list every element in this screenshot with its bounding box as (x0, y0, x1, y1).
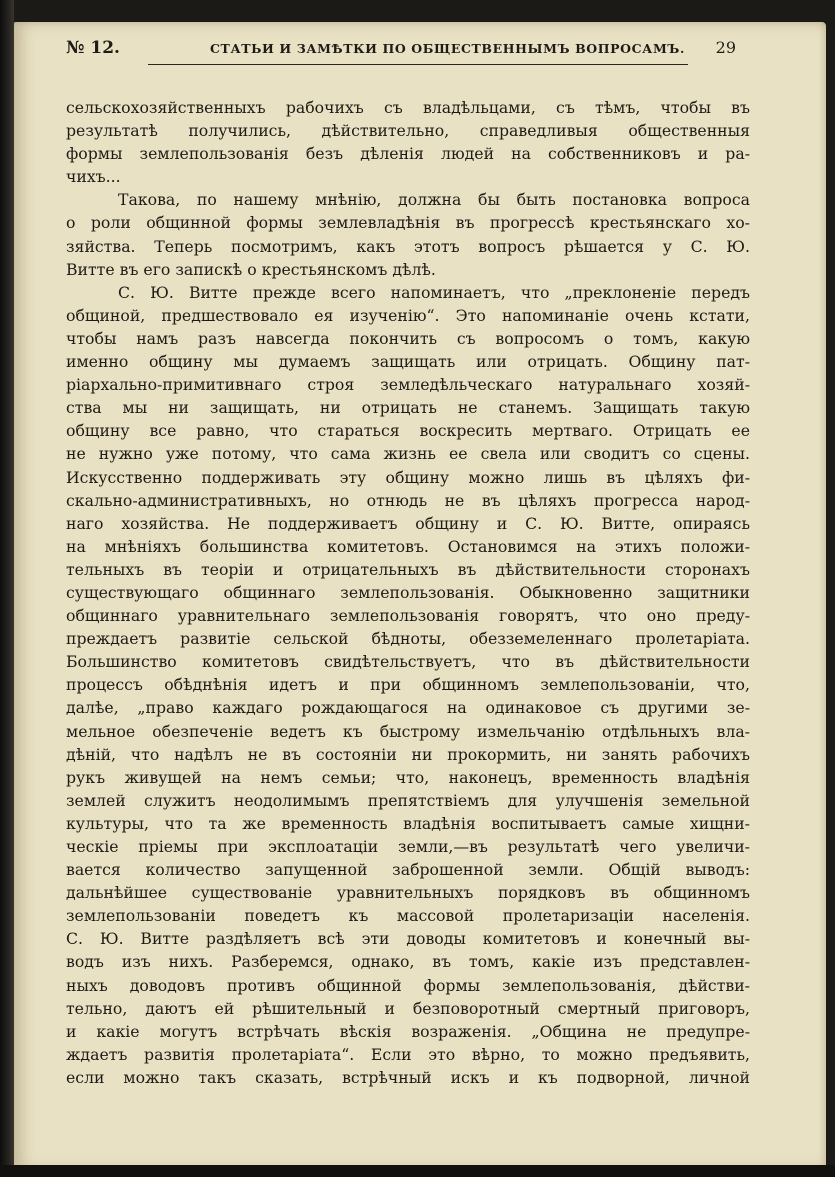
text-line: Искусственно поддерживать эту общину можно лишь въ цѣляхъ фи- (66, 467, 750, 487)
text-line: формы землепользованія безъ дѣленія людей на собственниковъ и ра- (66, 144, 750, 164)
text-line: ныхъ доводовъ противъ общинной формы землепользованія, дѣйстви- (66, 975, 750, 995)
text-line: рукъ живущей на немъ семьи; что, наконецъ, временность владѣнія (66, 767, 750, 787)
text-line: тельныхъ въ теоріи и отрицательныхъ въ дѣйствительности сторонахъ (66, 559, 750, 579)
text-line: процессъ обѣднѣнія идетъ и при общинномъ землепользованіи, что, (66, 675, 750, 695)
text-line: зяйства. Теперь посмотримъ, какъ этотъ вопросъ рѣшается у С. Ю. (66, 236, 750, 256)
text-line: водъ изъ нихъ. Разберемся, однако, въ томъ, какіе изъ представлен- (66, 952, 750, 972)
text-line: чихъ... (66, 167, 121, 187)
text-line: о роли общинной формы землевладѣнія въ прогрессѣ крестьянскаго хо- (66, 213, 750, 233)
page-number: 29 (715, 38, 736, 57)
text-line: сельскохозяйственныхъ рабочихъ съ владѣльцами, съ тѣмъ, чтобы въ (66, 98, 750, 117)
text-line: на мнѣніяхъ большинства комитетовъ. Остановимся на этихъ положи- (66, 536, 750, 556)
text-line: именно общину мы думаемъ защищать или отрицать. Общину пат- (66, 352, 750, 372)
issue-number: № 12. (66, 38, 120, 58)
text-line: тельно, даютъ ей рѣшительный и безповоротный смертный приговоръ, (66, 998, 750, 1018)
paragraph-start-line: Такова, по нашему мнѣнію, должна бы быть постановка вопроса (118, 190, 750, 210)
text-line: общиной, предшествовало ея изученію“. Это напоминаніе очень кстати, (66, 305, 750, 325)
text-line: если можно такъ сказать, встрѣчный искъ и къ подворной, личной (66, 1067, 750, 1087)
text-line: общину все равно, что стараться воскресить мертваго. Отрицать ее (66, 421, 750, 441)
text-line: ждаетъ развитія пролетаріата“. Если это вѣрно, то можно предъявить, (66, 1044, 750, 1064)
text-line: вается количество запущенной заброшенной земли. Общій выводъ: (66, 860, 750, 880)
page-bottom-edge (0, 1165, 835, 1177)
text-line: землепользованіи поведетъ къ массовой пролетаризаціи населенія. (66, 906, 750, 926)
text-line: преждаетъ развитіе сельской бѣдноты, обезземеленнаго пролетаріата. (66, 629, 750, 649)
text-line: ріархально-примитивнаго строя земледѣльческаго натуральнаго хозяй- (66, 375, 750, 395)
text-line: землей служитъ неодолимымъ препятствіемъ для улучшенія земельной (66, 790, 750, 810)
article-body (66, 96, 750, 1089)
text-line: ческіе пріемы при эксплоатаціи земли,—въ результатѣ чего увеличи- (66, 837, 750, 856)
text-line: дѣній, что надѣлъ не въ состояніи ни прокормить, ни занять рабочихъ (66, 744, 750, 764)
text-line: не нужно уже потому, что сама жизнь ее свела или сводитъ со сцены. (66, 444, 750, 464)
text-line: и какіе могутъ встрѣчать вѣскія возраженія. „Община не предупре- (66, 1021, 750, 1041)
text-line: Витте въ его запискѣ о крестьянскомъ дѣлѣ. (66, 259, 436, 279)
text-line: ства мы ни защищать, ни отрицать не станемъ. Защищать такую (66, 398, 750, 418)
paragraph-start-line: С. Ю. Витте прежде всего напоминаетъ, что „преклоненіе передъ (118, 282, 750, 302)
text-line: дальнѣйшее существованіе уравнительныхъ порядковъ въ общинномъ (66, 883, 750, 903)
running-title: СТАТЬИ И ЗАМѢТКИ ПО ОБЩЕСТВЕННЫМЪ ВОПРОСАМЪ. (210, 41, 685, 56)
text-line: чтобы намъ разъ навсегда покончить съ вопросомъ о томъ, какую (66, 328, 750, 348)
text-line: далѣе, „право каждаго рождающагося на одинаковое съ другими зе- (66, 698, 750, 718)
text-line: Большинство комитетовъ свидѣтельствуетъ, что въ дѣйствительности (66, 652, 750, 672)
text-line: скально-административныхъ, но отнюдь не въ цѣляхъ прогресса народ- (66, 490, 750, 510)
book-spine (0, 0, 14, 1177)
text-line: общиннаго уравнительнаго землепользованія говорятъ, что оно преду- (66, 606, 750, 626)
text-line: мельное обезпеченіе ведетъ къ быстрому измельчанію отдѣльныхъ вла- (66, 721, 750, 741)
text-line: культуры, что та же временность владѣнія воспитываетъ самые хищни- (66, 813, 750, 833)
text-line: существующаго общиннаго землепользованія. Обыкновенно защитники (66, 582, 750, 602)
text-line: результатѣ получились, дѣйствительно, справедливыя общественныя (66, 121, 750, 141)
running-header (48, 36, 748, 70)
header-rule (148, 64, 688, 65)
text-line: наго хозяйства. Не поддерживаетъ общину и С. Ю. Витте, опираясь (66, 513, 750, 533)
text-line: С. Ю. Витте раздѣляетъ всѣ эти доводы комитетовъ и конечный вы- (66, 929, 750, 949)
